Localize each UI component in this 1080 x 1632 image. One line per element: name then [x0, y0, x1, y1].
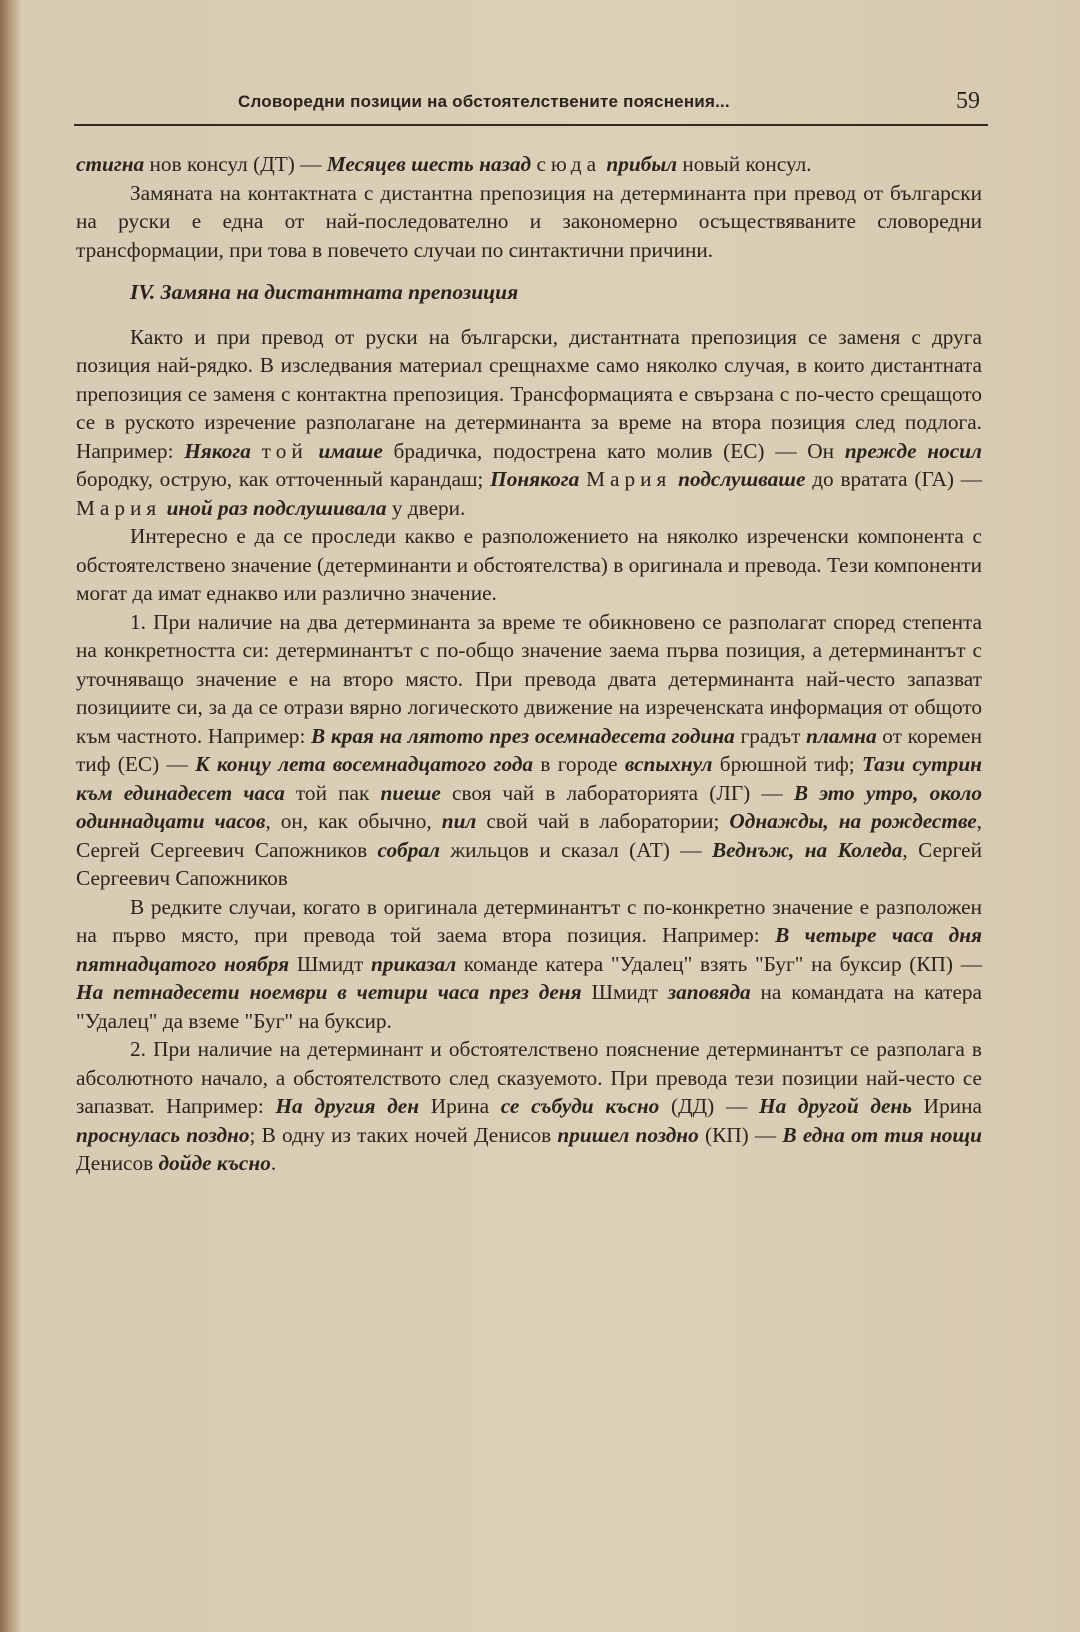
page-header — [74, 88, 988, 126]
section-heading: IV. Замяна на дистантната препозиция — [130, 280, 519, 304]
paragraph-6: В редките случаи, когато в оригинала детерминантът с по-конкретно значение е разположен на първо място, при превода той заема втора позиция. Например: В четыре часа дня пятнадцатого ноября Шмидт приказал команде катера "Удалец" взять "Буг" на буксир (КП) — На петнадесети ноември в четири часа през деня Шмидт заповяда на командата на катера "Удалец" да вземе "Буг" на буксир. — [76, 894, 983, 1033]
running-title: Словоредни позиции на обстоятелствените пояснения... — [238, 92, 730, 111]
paragraph-3: Както и при превод от руски на български, дистантната препозиция се заменя с друга позиция най-рядко. В изследвания материал срещнахме само няколко случая, в които дистантната препозиция се заменя с контактна препозиция. Трансформацията е свързана с по-често срещащото се в руското изречение разполагане на детерминанта за време на втора позиция след подлога. Например: Някога той имаше брадичка, подострена като молив (ЕС) — Он прежде носил бородку, острую, как отточенный карандаш; Понякога Мария подслушваше до вратата (ГА) — Мария иной раз подслушивала у двери. — [76, 324, 983, 520]
paragraph-7: 2. При наличие на детерминант и обстоятелствено пояснение детерминантът се разполага в абсолютното начало, а обстоятелството след сказуемото. При превода тези позиции най-често се запазват. Например: На другия ден Ирина се събуди късно (ДД) — На другой день Ирина проснулась поздно; В одну из таких ночей Денисов пришел поздно (КП) — В една от тия нощи Денисов дойде късно. — [76, 1037, 982, 1175]
page-body — [76, 150, 982, 1178]
paragraph-5: 1. При наличие на два детерминанта за време те обикновено се разполагат според степента на конкретността си: детерминантът с по-общо значение заема първа позиция, а детерминантът с уточняващо значение е на второ място. При превода двата детерминанта най-често запазват позициите си, за да се отрази вярно логическото движение на изреченската информация от общото към частното. Например: В края на лятото през осемнадесета година градът пламна от коремен тиф (ЕС) — К концу лета восемнадцатого года в городе вспыхнул брюшной тиф; Тази сутрин към единадесет часа той пак пиеше своя чай в лабораторията (ЛГ) — В это утро, около одиннадцати часов, он, как обычно, пил свой чай в лаборатории; Однажды, на рождестве, Сергей Сергеевич Сапожников собрал жильцов и сказал (АТ) — Веднъж, на Коледа, Сергей Сергеевич Сапожников — [76, 609, 982, 890]
paragraph-1: стигна нов консул (ДТ) — Месяцев шесть назад сюда прибыл новый консул. — [76, 152, 812, 176]
paragraph-4: Интересно е да се проследи какво е разположението на няколко изреченски компонента с обстоятелствено значение (детерминанти и обстоятелства) в оригинала и превода. Тези компоненти могат да имат еднакво или различно значение. — [76, 524, 982, 605]
paragraph-2: Замяната на контактната с дистантна препозиция на детерминанта при превод от български на руски е една от най-последователно и закономерно осъществяваните словоредни трансформации, при това в повечето случаи по синтактични причини. — [76, 180, 982, 262]
page-number: 59 — [956, 88, 980, 114]
